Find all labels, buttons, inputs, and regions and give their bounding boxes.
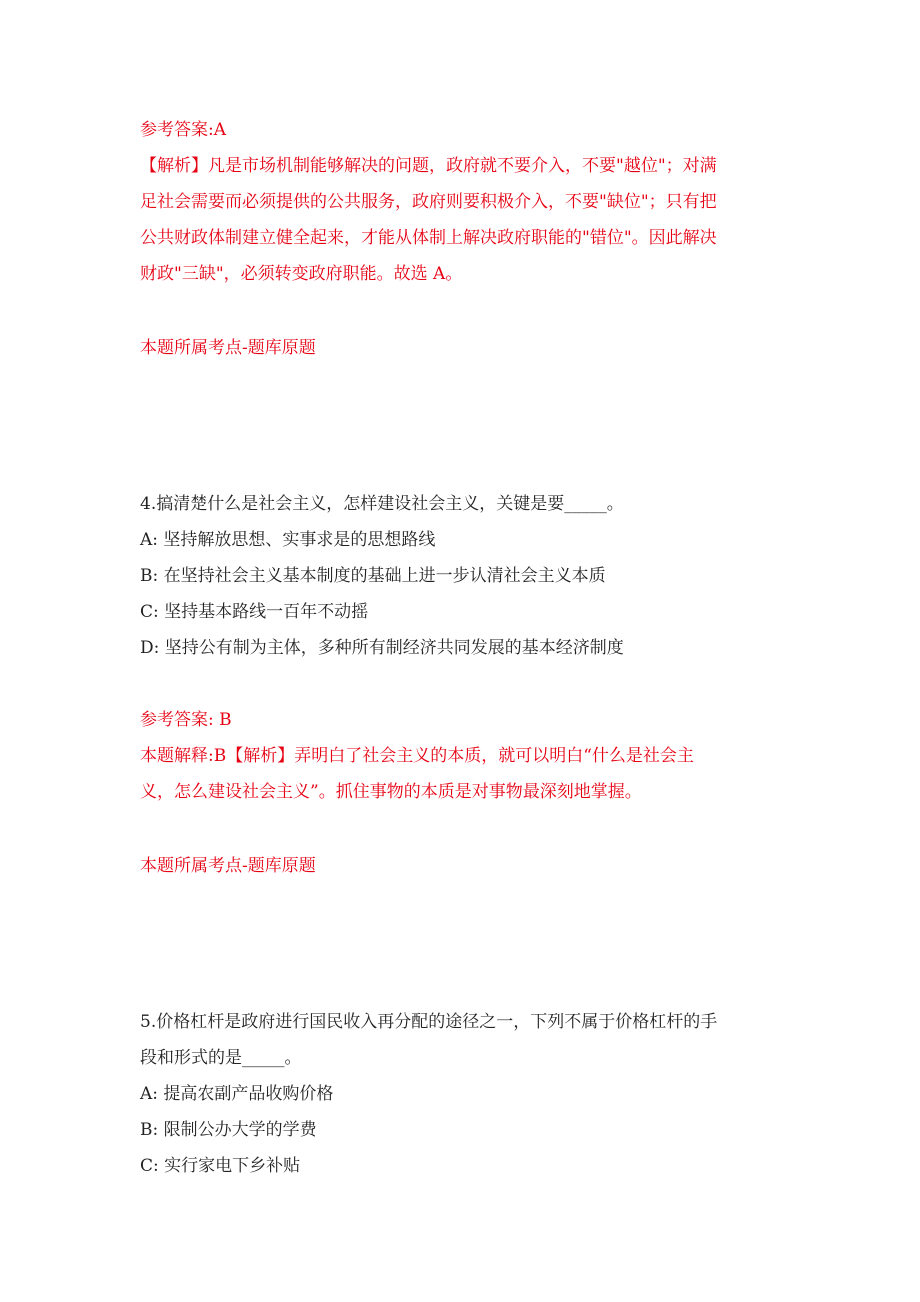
analysis-line: 财政"三缺"，必须转变政府职能。故选 A。	[140, 264, 463, 284]
option-c: C: 实行家电下乡补贴	[140, 1156, 301, 1176]
answer-label: 参考答案: B	[140, 710, 232, 730]
option-b: B: 在坚持社会主义基本制度的基础上进一步认清社会主义本质	[140, 566, 606, 586]
source-label: 本题所属考点-题库原题	[140, 856, 316, 876]
analysis-line: 足社会需要而必须提供的公共服务，政府则要积极介入，不要"缺位"；只有把	[140, 192, 717, 212]
analysis-line: 【解析】凡是市场机制能够解决的问题，政府就不要介入，不要"越位"；对满	[140, 156, 717, 176]
option-a: A: 提高农副产品收购价格	[140, 1084, 334, 1104]
option-c: C: 坚持基本路线一百年不动摇	[140, 602, 369, 622]
question-stem: 段和形式的是_____。	[140, 1048, 302, 1068]
option-b: B: 限制公办大学的学费	[140, 1120, 317, 1140]
question-stem: 5.价格杠杆是政府进行国民收入再分配的途径之一，下列不属于价格杠杆的手	[140, 1012, 718, 1032]
option-d: D: 坚持公有制为主体，多种所有制经济共同发展的基本经济制度	[140, 638, 624, 658]
analysis-line: 本题解释:B【解析】弄明白了社会主义的本质，就可以明白“什么是社会主	[140, 746, 694, 766]
analysis-line: 义，怎么建设社会主义”。抓住事物的本质是对事物最深刻地掌握。	[140, 782, 642, 802]
answer-label: 参考答案:A	[140, 120, 227, 140]
option-a: A: 坚持解放思想、实事求是的思想路线	[140, 530, 436, 550]
analysis-line: 公共财政体制建立健全起来，才能从体制上解决政府职能的"错位"。因此解决	[140, 228, 717, 248]
question-stem: 4.搞清楚什么是社会主义，怎样建设社会主义，关键是要_____。	[140, 494, 624, 514]
source-label: 本题所属考点-题库原题	[140, 338, 316, 358]
